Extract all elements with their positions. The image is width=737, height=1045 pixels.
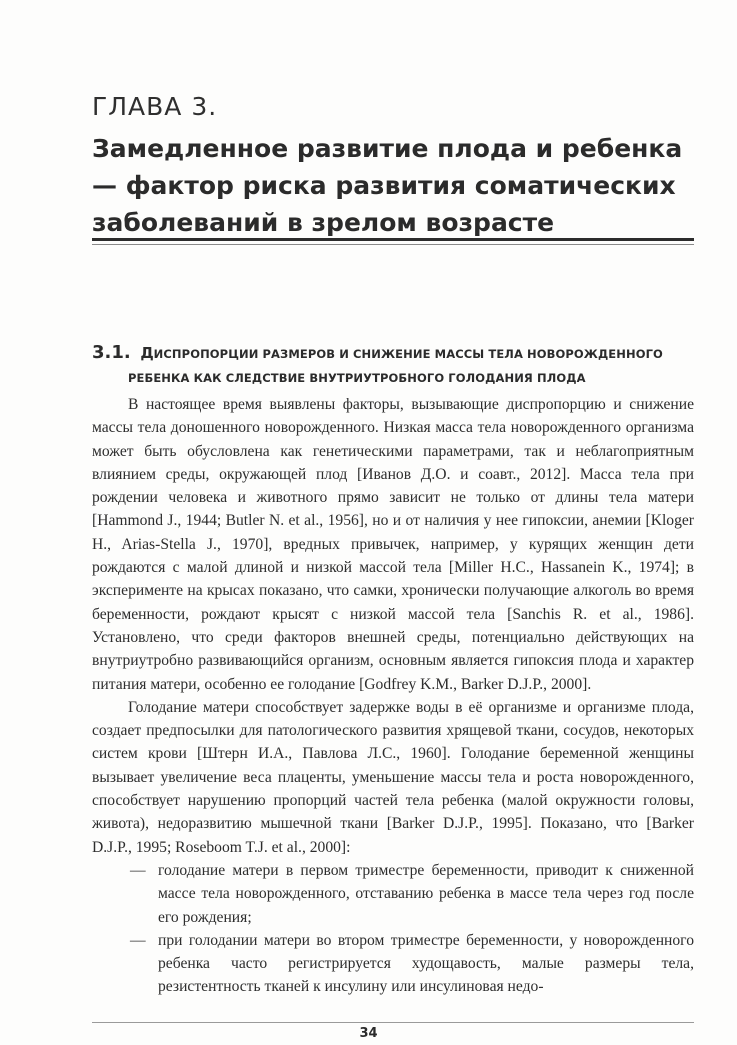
paragraph: Голодание матери способствует задержке воды в её организме и организме плода, создает предпосылки для патологического развития хрящевой ткани, сосудов, некоторых систем крови [Штерн И.А., Павлова Л.С., 1960]. Голодание беременной женщины вызывает увеличение веса плаценты, уменьшение массы тела и роста новорожденного, способствует нарушению пропорций частей тела ребенка (малой окружности головы, живота), недоразвитию мышечной ткани [Barker D.J.P., 1995]. Показано, что [Barker D.J.P., 1995; Roseboom T.J. et al., 2000]: — [92, 698, 694, 856]
list-item-text: голодание матери в первом триместре беременности, приводит к сниженной массе тела новорожденного, отставанию ребенка в массе тела через год после его рождения; — [158, 861, 694, 926]
body-text — [92, 393, 694, 999]
section-heading-line1 — [92, 342, 702, 365]
section-number: 3.1. — [92, 342, 131, 363]
list-item — [92, 859, 694, 929]
section-heading-initial: Д — [140, 344, 154, 362]
chapter-label: ГЛАВА 3. — [92, 92, 218, 121]
list-item-text: при голодании матери во втором триместре беременности, у новорожденного ребенка часто регистрируется худощавость, малые размеры тела, резистентность тканей к инсулину или инсулиновая недо- — [158, 931, 694, 996]
chapter-title: Замедленное развитие плода и ребенка — фактор риска развития соматических заболеваний в зрелом возрасте — [92, 134, 683, 237]
section-heading — [92, 342, 702, 391]
section-heading-line2: РЕБЕНКА КАК СЛЕДСТВИЕ ВНУТРИУТРОБНОГО ГОЛОДАНИЯ ПЛОДА — [128, 371, 586, 385]
section-heading-rest: ИСПРОПОРЦИИ РАЗМЕРОВ И СНИЖЕНИЕ МАССЫ ТЕЛА НОВОРОЖДЕННОГО — [153, 347, 663, 361]
page-number: 34 — [359, 1026, 378, 1041]
list-dash: — — [130, 861, 146, 879]
list-item — [92, 929, 694, 999]
paragraph: В настоящее время выявлены факторы, вызывающие диспропорцию и снижение массы тела доношенного новорожденного. Низкая масса тела новорожденного организма может быть обусловлена как генетическими параметрами, так и неблагоприятным влиянием среды, окружающей плод [Иванов Д.О. и соавт., 2012]. Масса тела при рождении человека и животного прямо зависит не только от длины тела матери [Hammond J., 1944; Butler N. et al., 1956], но и от наличия у нее гипоксии, анемии [Kloger H., Arias-Stella J., 1970], вредных привычек, например, у курящих женщин дети рождаются с малой длиной и низкой массой тела [Miller H.C., Hassanein K., 1974]; в эксперименте на крысах показано, что самки, хронически получающие алкоголь во время беременности, рождают крысят с низкой массой тела [Sanchis R. et al., 1986]. Установлено, что среди факторов внешней среды, потенциально действующих на внутриутробно развивающийся организм, основным является гипоксия плода и характер питания матери, особенно ее голодание [Godfrey K.M., Barker D.J.P., 2000]. — [92, 396, 694, 693]
title-rule-thick — [92, 238, 694, 241]
list-dash: — — [130, 931, 146, 949]
title-rule-thin — [92, 244, 694, 245]
footer-rule — [92, 1022, 694, 1023]
findings-list — [92, 859, 694, 999]
